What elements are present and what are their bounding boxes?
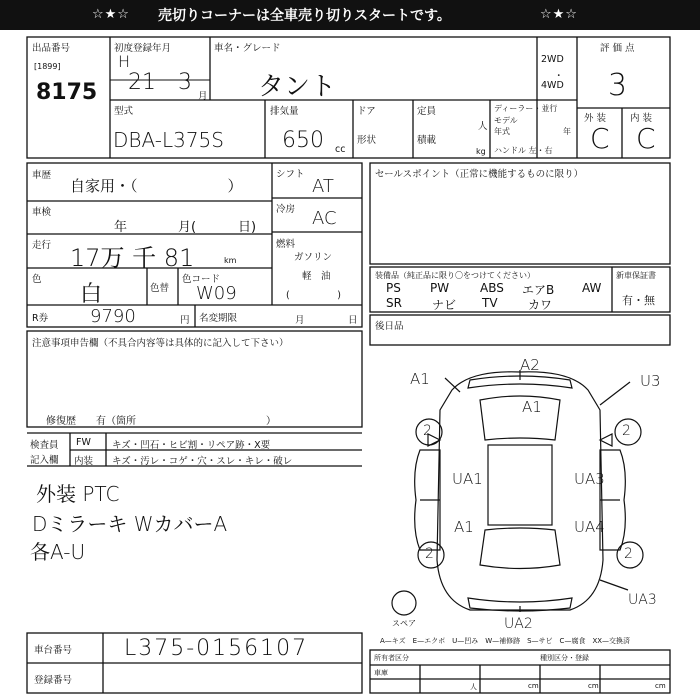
footer-persons-unit: 人 xyxy=(470,683,477,691)
equipment-item: エアB xyxy=(522,283,555,297)
equipment-item: ナビ xyxy=(432,298,457,312)
rating-int-value: C xyxy=(636,122,656,155)
inspection-month: 月( xyxy=(178,220,197,235)
damage-mark: UA4 xyxy=(574,518,605,536)
inspector-row2-text: キズ・汚レ・コゲ・穴・スレ・キレ・破レ xyxy=(112,456,293,467)
damage-mark: A1 xyxy=(454,518,474,536)
model-label: 型式 xyxy=(114,106,134,117)
recycle-label: R券 xyxy=(32,313,49,324)
footer-owner-class: 所有者区分 xyxy=(374,654,409,662)
dealer-year-unit: 年 xyxy=(563,127,571,136)
damage-mark: 2 xyxy=(425,546,434,562)
equipment-item: PW xyxy=(430,281,450,295)
model-value: DBA-L375S xyxy=(113,128,224,152)
lot-number: 8175 xyxy=(36,80,98,105)
color-changed-label: 色替 xyxy=(150,283,170,294)
inspector-row1-tag: FW xyxy=(76,437,91,448)
inspector-label-2: 記入欄 xyxy=(30,455,59,466)
notes-repair: 修復歴 有（箇所 ） xyxy=(46,416,276,427)
lot-label: 出品番号 xyxy=(32,43,71,54)
color-code-label: 色コード xyxy=(182,274,221,285)
fuel-gasoline: ガソリン xyxy=(294,252,333,263)
car-name-label: 車名・グレード xyxy=(214,43,281,54)
damage-mark: 2 xyxy=(622,423,631,439)
footer-width-unit: cm xyxy=(588,682,599,690)
doors-label: ドア xyxy=(357,106,376,117)
damage-mark: A1 xyxy=(410,370,430,388)
footer-type-class: 種別区分・登録 xyxy=(540,654,589,662)
inspection-day: 日) xyxy=(238,220,257,235)
equipment-item: PS xyxy=(386,281,401,295)
capacity-unit: 人 xyxy=(478,121,488,132)
damage-mark: A2 xyxy=(520,356,540,374)
damage-legend: A—キズ E—エクボ U—凹み W—補修跡 S—サビ C—腐食 XX—交換済 xyxy=(380,637,631,645)
drive-separator: ・ xyxy=(554,71,564,82)
drive-2wd: 2WD xyxy=(541,54,564,65)
ac-value: AC xyxy=(312,208,337,229)
damage-mark: UA3 xyxy=(574,470,605,488)
lot-sub: [1899] xyxy=(34,62,61,71)
color-value: 白 xyxy=(80,282,103,307)
remarks-line-2: Dミラーキ WカバーA xyxy=(32,512,228,536)
remarks-line-1: 外装 PTC xyxy=(36,482,120,506)
footer-garage: 車庫 xyxy=(374,669,388,677)
fuel-other: ( ) xyxy=(286,290,341,301)
inspector-row1-text: キズ・凹石・ヒビ割・リペア跡・X要 xyxy=(112,440,271,451)
load-unit: kg xyxy=(476,147,486,156)
recycle-value: 9790 xyxy=(90,306,136,327)
expiry-label: 名変期限 xyxy=(199,313,238,324)
displacement-label: 排気量 xyxy=(270,106,299,117)
chassis-value: L375-0156107 xyxy=(124,636,309,661)
damage-mark: 2 xyxy=(624,546,633,562)
banner-stars-right: ☆★☆ xyxy=(540,7,578,22)
car-name-value: タント xyxy=(258,72,337,102)
chassis-label: 車台番号 xyxy=(34,645,73,656)
fuel-diesel: 軽 油 xyxy=(302,271,331,282)
shift-label: シフト xyxy=(276,169,305,180)
sales-point-label: セールスポイント（正常に機能するものに限り） xyxy=(375,169,584,180)
rating-label: 評 価 点 xyxy=(600,43,635,54)
dealer-handle-label: ハンドル 左・右 xyxy=(494,146,553,155)
shift-value: AT xyxy=(312,176,334,197)
new-car-warranty-label: 新車保証書 xyxy=(616,271,656,280)
ac-label: 冷房 xyxy=(276,204,296,215)
inspection-year: 年 xyxy=(114,220,128,235)
first-reg-label: 初度登録年月 xyxy=(114,43,172,54)
shape-label: 形状 xyxy=(357,135,377,146)
equipment-item: ABS xyxy=(480,281,504,295)
capacity-label: 定員 xyxy=(417,106,437,117)
rating-ext-label: 外 装 xyxy=(584,113,607,124)
first-reg-month-unit: 月 xyxy=(198,91,208,102)
mileage-value: 17万 千 81 xyxy=(70,244,195,272)
damage-mark: UA2 xyxy=(504,616,533,632)
inspector-row2-tag: 内装 xyxy=(74,456,94,467)
registration-label: 登録番号 xyxy=(34,675,73,686)
rating-int-label: 内 装 xyxy=(630,113,653,124)
color-label: 色 xyxy=(32,274,42,285)
fuel-label: 燃料 xyxy=(276,239,296,250)
dealer-label: ディーラー・並行 xyxy=(494,104,558,113)
banner-text: 売切りコーナーは全車売り切りスタートです。 xyxy=(158,8,451,24)
notes-label: 注意事項申告欄（不具合内容等は具体的に記入して下さい） xyxy=(32,338,289,349)
history-value: 自家用・（ ） xyxy=(70,177,243,195)
expiry-day: 日 xyxy=(348,315,358,326)
equipment-label: 装備品（純正品に限り〇をつけてください） xyxy=(375,271,535,280)
attached-label: 後日品 xyxy=(375,321,404,332)
equipment-item: SR xyxy=(386,296,402,310)
recycle-unit: 円 xyxy=(180,315,190,326)
equipment-item: TV xyxy=(482,296,498,310)
rating-value: 3 xyxy=(608,68,628,103)
equipment-item: AW xyxy=(582,281,602,295)
inspector-label-1: 検査員 xyxy=(30,440,59,451)
remarks-line-3: 各A-U xyxy=(30,540,86,564)
damage-mark: U3 xyxy=(640,372,661,390)
banner-stars-left: ☆★☆ xyxy=(92,7,130,22)
footer-height-unit: cm xyxy=(655,682,666,690)
damage-mark: UA3 xyxy=(628,592,657,608)
rating-ext-value: C xyxy=(590,122,610,155)
damage-mark: UA1 xyxy=(452,470,483,488)
damage-mark: A1 xyxy=(522,398,542,416)
displacement-value: 650 xyxy=(282,128,324,153)
first-reg-era: H xyxy=(118,52,131,71)
dealer-year-label: 年式 xyxy=(494,127,510,136)
mileage-unit: km xyxy=(224,256,237,265)
equipment-item: カワ xyxy=(528,298,553,312)
dealer-model-label: モデル xyxy=(494,116,518,125)
inspection-label: 車検 xyxy=(32,207,52,218)
mileage-label: 走行 xyxy=(32,240,52,251)
first-reg-year: 21 xyxy=(128,70,156,95)
color-code-value: W09 xyxy=(196,283,237,304)
history-label: 車歴 xyxy=(32,170,52,181)
new-car-warranty-value: 有・無 xyxy=(622,294,655,307)
first-reg-month: 3 xyxy=(178,70,192,95)
displacement-unit: cc xyxy=(335,144,346,155)
expiry-month: 月 xyxy=(295,315,305,326)
drive-4wd: 4WD xyxy=(541,80,564,91)
footer-length-unit: cm xyxy=(528,682,539,690)
damage-mark: 2 xyxy=(423,423,432,439)
spare-label: スペア xyxy=(392,619,416,628)
load-label: 積載 xyxy=(417,135,437,146)
